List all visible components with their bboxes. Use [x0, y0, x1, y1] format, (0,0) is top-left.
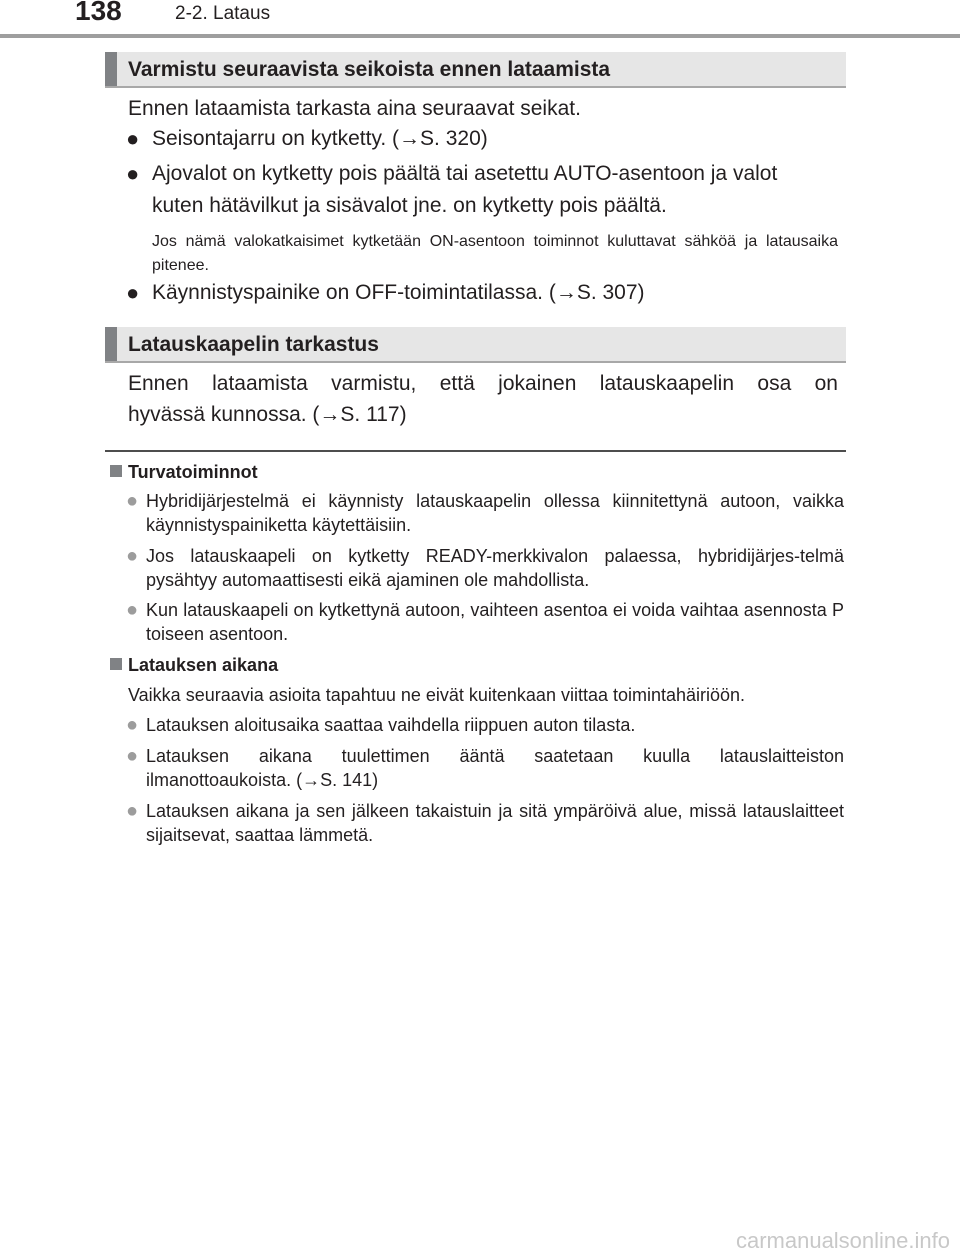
square-bullet-icon [110, 465, 122, 477]
note-item: Latauksen aikana tuulettimen ääntä saatetaan kuulla latauslaitteiston ilmanottoaukoista. (→S. 141) [146, 746, 844, 790]
list-item: Seisontajarru on kytketty. (→S. 320) [152, 127, 488, 150]
section-heading-1 [105, 52, 846, 88]
note-intro: Vaikka seuraavia asioita tapahtuu ne eivät kuitenkaan viittaa toimintahäiriöön. [128, 685, 746, 705]
header-rule [0, 34, 960, 38]
section-accent-bar [105, 52, 117, 86]
bullet-icon: ● [126, 161, 140, 186]
square-bullet-icon [110, 658, 122, 670]
section-heading-title: Varmistu seuraavista seikoista ennen lataamista [128, 58, 611, 81]
note-bullet-icon: ● [126, 800, 139, 822]
note-heading-text: Latauksen aikana [128, 655, 279, 675]
note-item: Hybridijärjestelmä ei käynnisty latauskaapelin ollessa kiinnitettynä autoon, vaikka käynnistyspainiketta käytettäisiin. [146, 491, 844, 535]
list-item: Käynnistyspainike on OFF-toimintatilassa. (→S. 307) [152, 281, 645, 304]
note-bullet-icon: ● [126, 714, 139, 736]
list-item: Ajovalot on kytketty pois päältä tai asetettu AUTO-asentoon ja valot [152, 162, 778, 185]
note-item: Latauksen aikana ja sen jälkeen takaistuin ja sitä ympäröivä alue, missä latauslaitteet sijaitsevat, saattaa lämmetä. [146, 801, 844, 845]
note-heading [110, 653, 278, 677]
list-item-continuation: kuten hätävilkut ja sisävalot jne. on kytketty pois päältä. [152, 194, 667, 217]
section2-line2: hyvässä kunnossa. (→S. 117) [128, 403, 407, 426]
note-heading-text: Turvatoiminnot [128, 462, 258, 482]
bullet-icon: ● [126, 280, 140, 305]
section-heading-title: Latauskaapelin tarkastus [128, 333, 379, 356]
page-number: 138 [75, 0, 122, 26]
section1-intro: Ennen lataamista tarkasta aina seuraavat seikat. [128, 97, 581, 120]
bullet-icon: ● [126, 126, 140, 151]
watermark: carmanualsonline.info [735, 1228, 950, 1253]
divider [105, 450, 846, 452]
note-item: Latauksen aloitusaika saattaa vaihdella riippuen auton tilasta. [146, 715, 636, 735]
note-item: Jos latauskaapeli on kytketty READY-merkkivalon palaessa, hybridijärjes-telmä pysähtyy automaattisesti eikä ajaminen ole mahdollista. [146, 546, 844, 590]
section-accent-bar [105, 327, 117, 361]
section-label: 2-2. Lataus [175, 3, 271, 24]
note-heading [110, 460, 258, 484]
small-note: Jos nämä valokatkaisimet kytketään ON-asentoon toiminnot kuluttavat sähköä ja latausaika pitenee. [152, 233, 838, 274]
note-bullet-icon: ● [126, 599, 139, 621]
section2-line1: Ennen lataamista varmistu, että jokainen latauskaapelin osa on [128, 372, 838, 395]
section-heading-2 [105, 327, 846, 363]
note-bullet-icon: ● [126, 745, 139, 767]
note-bullet-icon: ● [126, 545, 139, 567]
note-item: Kun latauskaapeli on kytkettynä autoon, vaihteen asentoa ei voida vaihtaa asennosta P toiseen asentoon. [146, 600, 844, 644]
note-bullet-icon: ● [126, 490, 139, 512]
